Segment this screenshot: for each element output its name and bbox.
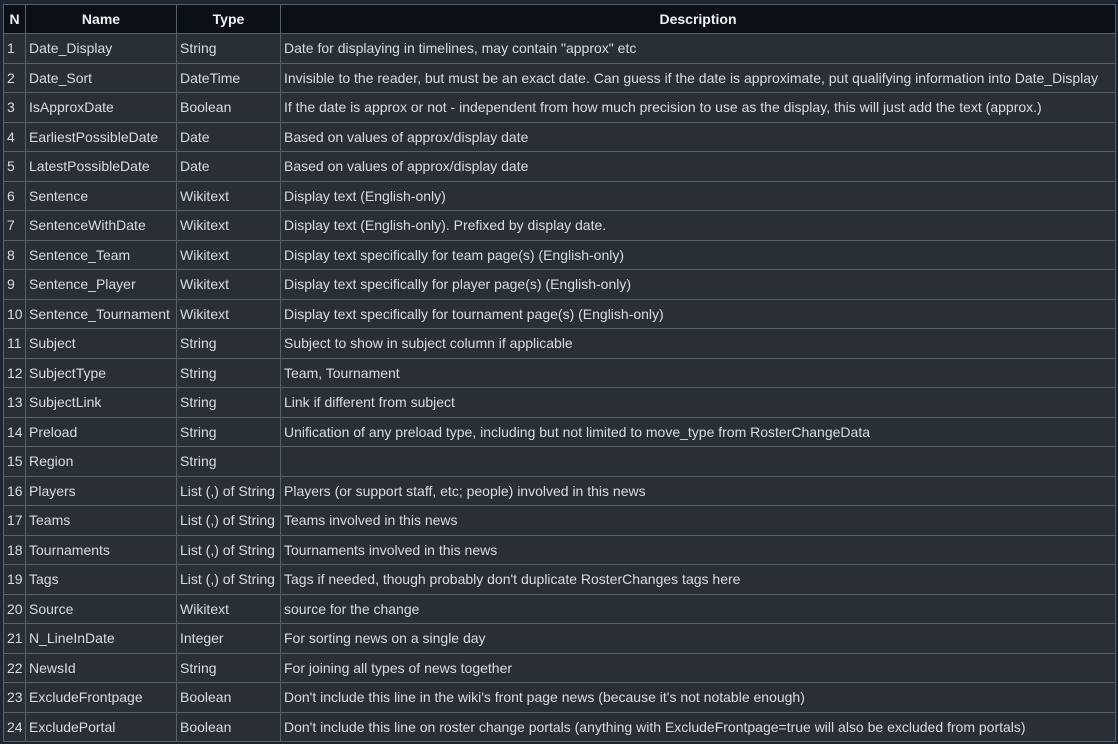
row-number: 11 — [4, 329, 26, 359]
field-type: String — [177, 653, 281, 683]
field-name: ExcludePortal — [26, 712, 177, 742]
table-row — [4, 122, 1116, 152]
row-number: 3 — [4, 93, 26, 123]
field-name: Teams — [26, 506, 177, 536]
field-description — [281, 447, 1116, 477]
field-name: Date_Sort — [26, 63, 177, 93]
field-type: Boolean — [177, 712, 281, 742]
row-number: 5 — [4, 152, 26, 182]
field-name: Date_Display — [26, 34, 177, 64]
row-number: 4 — [4, 122, 26, 152]
table-row — [4, 476, 1116, 506]
field-name: Sentence — [26, 181, 177, 211]
field-name: SubjectType — [26, 358, 177, 388]
table-row — [4, 240, 1116, 270]
table-row — [4, 388, 1116, 418]
field-name: Sentence_Team — [26, 240, 177, 270]
table-row — [4, 93, 1116, 123]
field-name: Subject — [26, 329, 177, 359]
field-description: Display text specifically for team page(s) (English-only) — [281, 240, 1116, 270]
table-row — [4, 594, 1116, 624]
field-description: Players (or support staff, etc; people) involved in this news — [281, 476, 1116, 506]
field-type: String — [177, 34, 281, 64]
row-number: 24 — [4, 712, 26, 742]
field-name: Players — [26, 476, 177, 506]
field-type: Wikitext — [177, 594, 281, 624]
table-row — [4, 34, 1116, 64]
row-number: 20 — [4, 594, 26, 624]
header-n: N — [4, 5, 26, 34]
field-type: Boolean — [177, 683, 281, 713]
field-description: Link if different from subject — [281, 388, 1116, 418]
field-description: Date for displaying in timelines, may contain "approx" etc — [281, 34, 1116, 64]
table-header-row — [4, 5, 1116, 34]
field-description: Don't include this line on roster change portals (anything with ExcludeFrontpage=true will also be excluded from portals) — [281, 712, 1116, 742]
field-name: Tournaments — [26, 535, 177, 565]
row-number: 18 — [4, 535, 26, 565]
field-description: Based on values of approx/display date — [281, 122, 1116, 152]
field-name: SubjectLink — [26, 388, 177, 418]
row-number: 15 — [4, 447, 26, 477]
field-type: Wikitext — [177, 299, 281, 329]
row-number: 23 — [4, 683, 26, 713]
table-row — [4, 712, 1116, 742]
field-name: IsApproxDate — [26, 93, 177, 123]
row-number: 10 — [4, 299, 26, 329]
field-name: Region — [26, 447, 177, 477]
header-name: Name — [26, 5, 177, 34]
field-description: source for the change — [281, 594, 1116, 624]
table-row — [4, 565, 1116, 595]
row-number: 19 — [4, 565, 26, 595]
fields-table — [3, 4, 1116, 742]
table-row — [4, 417, 1116, 447]
row-number: 13 — [4, 388, 26, 418]
table-row — [4, 299, 1116, 329]
row-number: 22 — [4, 653, 26, 683]
field-type: DateTime — [177, 63, 281, 93]
field-description: Tournaments involved in this news — [281, 535, 1116, 565]
table-row — [4, 270, 1116, 300]
row-number: 12 — [4, 358, 26, 388]
header-description: Description — [281, 5, 1116, 34]
field-type: String — [177, 388, 281, 418]
table-row — [4, 683, 1116, 713]
field-type: String — [177, 329, 281, 359]
table-row — [4, 506, 1116, 536]
field-name: ExcludeFrontpage — [26, 683, 177, 713]
row-number: 9 — [4, 270, 26, 300]
field-name: SentenceWithDate — [26, 211, 177, 241]
row-number: 21 — [4, 624, 26, 654]
field-description: For joining all types of news together — [281, 653, 1116, 683]
field-type: Date — [177, 152, 281, 182]
field-name: N_LineInDate — [26, 624, 177, 654]
field-type: List (,) of String — [177, 535, 281, 565]
fields-table-container — [3, 4, 1115, 740]
field-description: Unification of any preload type, including but not limited to move_type from RosterChangeData — [281, 417, 1116, 447]
row-number: 16 — [4, 476, 26, 506]
field-description: Based on values of approx/display date — [281, 152, 1116, 182]
field-type: Wikitext — [177, 240, 281, 270]
table-row — [4, 653, 1116, 683]
table-row — [4, 624, 1116, 654]
row-number: 6 — [4, 181, 26, 211]
field-type: List (,) of String — [177, 506, 281, 536]
field-type: List (,) of String — [177, 476, 281, 506]
field-description: Display text specifically for player page(s) (English-only) — [281, 270, 1116, 300]
field-name: Sentence_Tournament — [26, 299, 177, 329]
field-name: EarliestPossibleDate — [26, 122, 177, 152]
field-type: Date — [177, 122, 281, 152]
row-number: 2 — [4, 63, 26, 93]
field-type: List (,) of String — [177, 565, 281, 595]
field-description: Display text specifically for tournament page(s) (English-only) — [281, 299, 1116, 329]
table-row — [4, 211, 1116, 241]
field-type: String — [177, 417, 281, 447]
field-description: If the date is approx or not - independent from how much precision to use as the display, this will just add the text (approx.) — [281, 93, 1116, 123]
field-description: Display text (English-only). Prefixed by display date. — [281, 211, 1116, 241]
row-number: 7 — [4, 211, 26, 241]
field-name: Sentence_Player — [26, 270, 177, 300]
row-number: 14 — [4, 417, 26, 447]
field-type: Wikitext — [177, 211, 281, 241]
field-type: Integer — [177, 624, 281, 654]
row-number: 8 — [4, 240, 26, 270]
field-description: Subject to show in subject column if applicable — [281, 329, 1116, 359]
field-description: Teams involved in this news — [281, 506, 1116, 536]
table-row — [4, 358, 1116, 388]
header-type: Type — [177, 5, 281, 34]
table-row — [4, 181, 1116, 211]
table-row — [4, 447, 1116, 477]
field-name: NewsId — [26, 653, 177, 683]
table-row — [4, 329, 1116, 359]
field-name: Preload — [26, 417, 177, 447]
field-type: Wikitext — [177, 270, 281, 300]
field-type: Boolean — [177, 93, 281, 123]
field-type: String — [177, 447, 281, 477]
row-number: 1 — [4, 34, 26, 64]
field-description: Tags if needed, though probably don't duplicate RosterChanges tags here — [281, 565, 1116, 595]
field-description: Don't include this line in the wiki's front page news (because it's not notable enough) — [281, 683, 1116, 713]
field-name: Tags — [26, 565, 177, 595]
table-row — [4, 63, 1116, 93]
field-description: Display text (English-only) — [281, 181, 1116, 211]
field-type: String — [177, 358, 281, 388]
row-number: 17 — [4, 506, 26, 536]
field-name: Source — [26, 594, 177, 624]
table-row — [4, 152, 1116, 182]
field-type: Wikitext — [177, 181, 281, 211]
field-description: Invisible to the reader, but must be an exact date. Can guess if the date is approximate, put qualifying information into Date_Display — [281, 63, 1116, 93]
field-description: For sorting news on a single day — [281, 624, 1116, 654]
field-description: Team, Tournament — [281, 358, 1116, 388]
field-name: LatestPossibleDate — [26, 152, 177, 182]
table-row — [4, 535, 1116, 565]
